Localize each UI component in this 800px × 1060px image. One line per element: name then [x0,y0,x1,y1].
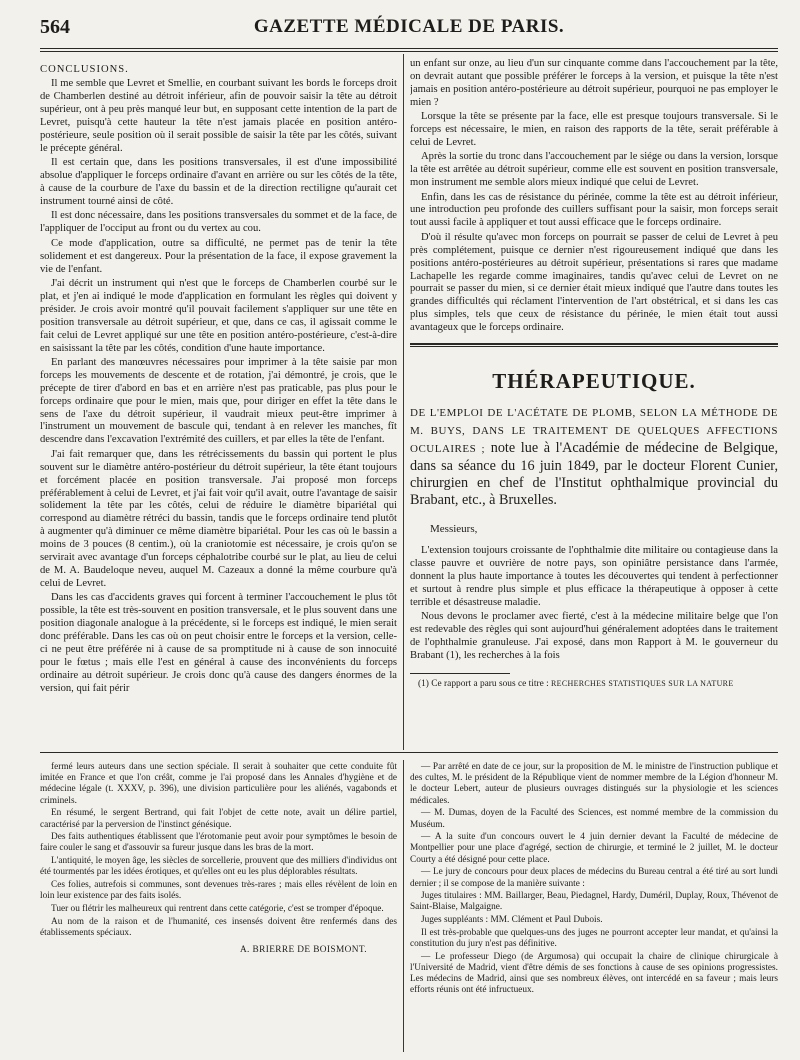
paragraph: un enfant sur onze, au lieu d'un sur cinquante comme dans l'accouchement par la tête, on devrait autant que possible préférer le forceps à la version, et puisque la tête n'est jamais en position antéro-postérieure au détroit supérieur, pourquoi ne pas employer le mien ? [410,58,778,108]
paragraph: fermé leurs auteurs dans une section spéciale. Il serait à souhaiter que cette conduite fût imitée en France et que l'on créât, comme je l'ai proposé dans les Annales d'hygiène et de médecine légale (t. XXXV, p. 396), une division particulière pour les aliénés, vagabonds et criminels. [40,762,397,806]
article-title-rest: note lue à l'Académie de médecine de Belgique, dans sa séance du 16 juin 1849, par le docteur Florent Cunier, chirurgien en chef de l'Institut ophthalmique provincial du Brabant, etc., à Bruxelles. [410,440,778,509]
paragraph: Il est donc nécessaire, dans les positions transversales du sommet et de la face, de l'appliquer de l'occiput au front ou du vertex au cou. [40,210,397,235]
column-rule [403,54,404,750]
lower-right-column [410,762,778,1052]
page-number: 564 [40,16,70,38]
news-item: Juges titulaires : MM. Baillarger, Beau, Piedagnel, Hardy, Duméril, Duplay, Roux, Thévenot de Saint-Blaise, Malgaigne. [410,891,778,913]
paragraph: Au nom de la raison et de l'humanité, ces insensés doivent être renfermés dans des établissements spéciaux. [40,916,397,938]
news-item: — Le jury de concours pour deux places de médecins du Bureau central a été tiré au sort lundi dernier ; il se compose de la manière suivante : [410,867,778,889]
paragraph: Tuer ou flétrir les malheureux qui rentrent dans cette catégorie, c'est se tromper d'époque. [51,903,384,914]
journal-title: GAZETTE MÉDICALE DE PARIS. [253,16,565,37]
footnote [410,678,778,690]
left-column [40,58,397,750]
header-rule [40,48,778,52]
running-header [40,14,778,42]
paragraph: Nous devons le proclamer avec fierté, c'est à la médecine militaire belge que l'on est redevable des règles qui sont aujourd'hui généralement adoptées dans le traitement de l'ophthalmie granuleuse. J'ai exposé, dans mon Rapport à M. le gouverneur du Brabant (1), les recherches à la fois [410,611,778,661]
paragraph: Ces folies, autrefois si communes, sont devenues très-rares ; mais elles révèlent de loin en loin leur existence par des faits isolés. [40,880,397,902]
footnote-rule [410,673,510,674]
paragraph: L'extension toujours croissante de l'ophthalmie dite militaire ou contagieuse dans la classe pauvre et ouvrière de notre pays, son opiniâtre persistance dans l'armée, donnent la plus haute importance à toutes les découvertes qui tendent à perfectionner et surtout à rendre plus simple et plus efficace la thérapeutique à opposer à cette terrible et désastreuse maladie. [410,545,778,608]
right-column [410,58,778,750]
article-title-smallcaps: DE L'EMPLOI DE L'ACÉTATE DE PLOMB, SELON LA MÉTHODE DE M. BUYS, DANS LE TRAITEMENT DE QUELQUES AFFECTIONS OCULAIRES ; [410,407,778,456]
paragraph: D'où il résulte qu'avec mon forceps on pourrait se passer de celui de Levret à peu près complétement, puisque ce dernier n'est rigoureusement indiqué que dans les positions antéro-postérieures au détroit supérieur, présentations si rares que madame Lachapelle les regarde comme imaginaires, tandis qu'avec celui de Levret on ne pourrait se passer du mien, si ce dernier était mieux indiqué que l'autre dans toutes les grandes difficultés qui réclament l'intervention de l'art obstétrical, et si dans les cas plus simples, tels que ceux de résistance du périnée, le mien était tout aussi avantageux que le forceps ordinaire. [410,231,778,334]
lower-band-rule [40,752,778,755]
news-item: — M. Dumas, doyen de la Faculté des Sciences, est nommé membre de la commission du Muséum. [410,808,778,830]
footnote-lead: (1) Ce rapport a paru sous ce titre : [418,678,552,689]
paragraph: J'ai décrit un instrument qui n'est que le forceps de Chamberlen courbé sur le plat, et j'en ai indiqué le mode d'application en formulant les règles qui doivent y présider. Je crois avoir montré qu'il pouvait facilement s'appliquer sur une tête en position transversale au détroit supérieur, et que, dans ce cas, il agissait comme le fait celui de Levret appliqué sur une tête en position antéro-postérieure, c'est-à-dire en saisissant la tête par les côtés, condition d'une haute importance. [40,278,397,354]
section-title: THÉRAPEUTIQUE. [492,369,696,394]
footnote-smallcaps: RECHERCHES STATISTIQUES SUR LA NATURE [551,678,734,688]
news-item: — A la suite d'un concours ouvert le 4 juin dernier devant la Faculté de médecine de Montpellier pour une place d'agrégé, section de chirurgie, et terminé le 2 juillet, M. le docteur Courty a été désigné pour cette place. [410,832,778,865]
news-item: — Par arrêté en date de ce jour, sur la proposition de M. le ministre de l'instruction publique et des cultes, M. le président de la République vient de nommer membre de la Légion d'honneur M. le docteur Lebert, auteur de plusieurs ouvrages distingués sur la physiologie et les sciences médicales. [410,762,778,806]
news-item: — Le professeur Diego (de Argumosa) qui occupait la chaire de clinique chirurgicale à l'Université de Madrid, vient d'être démis de ses fonctions à cause de ses opinions progressistes. Les médecins de Madrid, ainsi que ses nombreux élèves, ont intercédé en sa faveur ; mais leurs efforts réunis ont été infructueux. [410,951,778,996]
salutation: Messieurs, [430,523,478,536]
paragraph: En parlant des manœuvres nécessaires pour imprimer à la tête saisie par mon forceps les mouvements de descente et de rotation, j'ai démontré, je crois, que le précepte de tirer d'abord en bas et en arrière n'est pas praticable, pas plus pour le forceps ordinaire que pour le mien, mais que, pour diriger en effet la tête dans le sens de l'axe du détroit supérieur, il vaudrait mieux peut-être imprimer à l'instrument un mouvement de bascule qui, tendant à en relever les manches, fît descendre dans l'excavation l'extrémité des cuillers, et par elles la tête de l'enfant. [40,356,397,446]
paragraph: En résumé, le sergent Bertrand, qui fait l'objet de cette note, avait un délire partiel, caractérisé par la perversion de l'instinct génésique. [40,808,397,830]
paragraph: Dans les cas d'accidents graves qui forcent à terminer l'accouchement le plus tôt possible, la tête est très-souvent en position transversale, et le plus souvent dans une position diagonale analogue à la précédente, si le forceps est indiqué, le mien serait donc préférable. Dans les cas où on peut choisir entre le forceps et la version, celle-ci ne peut être préférée ni à cause de sa promptitude ni à cause de son innocuité pour le fœtus ; mais elle l'est en général à cause des inconvénients du forceps ordinaire au détroit supérieur. Je crois donc qu'à cause des dangers énormes de la version, qui fait périr [40,592,397,694]
paragraph: Des faits authentiques établissent que l'érotomanie peut avoir pour symptômes le besoin de faire couler le sang et d'assouvir sa fureur jusque dans les bras de la mort. [40,832,397,854]
paragraph: L'antiquité, le moyen âge, les siècles de sorcellerie, prouvent que des milliers d'individus ont été tourmentés par les idées érotiques, et qu'elles ont eu les plus déplorables résultats. [40,856,397,878]
news-item: Il est très-probable que quelques-uns des juges ne pourront accepter leur mandat, et qu'ainsi la constitution du jury n'est pas définitive. [410,927,778,950]
paragraph: Lorsque la tête se présente par la face, elle est presque toujours transversale. Si le forceps est nécessaire, le mien, en raison des rapports de la tête, serait préférable à celui de Levret. [410,111,778,148]
section-divider [410,343,778,347]
article-title [410,404,778,509]
lower-column-rule [403,760,404,1052]
paragraph: Il est certain que, dans les positions transversales, il est d'une impossibilité absolue d'appliquer le forceps ordinaire d'avant en arrière ou sur les côtés de la tête, à cause de la courbure de l'axe du bassin et de la direction rectiligne qu'aurait cet instrument tourné ainsi de côté. [40,157,397,208]
news-item: Juges suppléants : MM. Clément et Paul Dubois. [421,915,603,926]
author-signature: A. BRIERRE DE BOISMONT. [239,945,367,956]
lower-left-column [40,762,397,1052]
paragraph: Ce mode d'application, outre sa difficulté, ne permet pas de tenir la tête solidement et est dangereux. Pour la présentation de la face, il expose gravement la vie de l'enfant. [40,237,397,275]
paragraph: Enfin, dans les cas de résistance du périnée, comme la tête est au détroit inférieur, une introduction peu profonde des cuillers suffisant pour la saisir, mon forceps serait tout aussi facile à appliquer et tout aussi efficace que le forceps ordinaire. [410,191,778,229]
conclusions-heading: CONCLUSIONS. [40,64,129,75]
paragraph: J'ai fait remarquer que, dans les rétrécissements du bassin qui portent le plus souvent sur le diamètre antéro-postérieur du détroit supérieur, la tête étant toujours et forcément placée en position transversale. J'ai proposé mon forceps préférablement à celui de Levret, et j'ai fait voir qu'il avait, outre l'avantage de saisir solidement la tête par les côtés, celui de réduire le diamètre bipariétal qui correspond au diamètre rétréci du bassin, tandis que le forceps ordinaire tend plutôt à augmenter qu'à diminuer ce même diamètre bipariétal. Pour les cas où le bassin a moins de 3 pouces (8 centim.), où la craniotomie est nécessaire, je crois qu'on se servirait avec avantage d'un forceps céphalotribe courbé sur le plat, au lieu de celui de M. A. Baudeloque neveu, auquel M. Cazeaux a donné la même courbure qu'à celui de Levret. [40,448,397,589]
paragraph: Après la sortie du tronc dans l'accouchement par le siége ou dans la version, lorsque la tête est arrêtée au détroit supérieur, comme elle est souvent en position transversale, mon instrument me semble alors mieux indiqué que celui de Levret. [410,151,778,189]
paragraph: Il me semble que Levret et Smellie, en courbant suivant les bords le forceps droit de Chamberlen destiné au détroit inférieur, afin de pouvoir saisir la tête au détroit supérieur, ont à peu près manqué leur but, en supposant cette intention de la part de Levret, puisqu'à cette hauteur la tête n'est jamais placée en position antéro-postérieure, seule position où il serait possible de saisir la tête par les côtés, suivant le précepte général. [40,78,397,154]
